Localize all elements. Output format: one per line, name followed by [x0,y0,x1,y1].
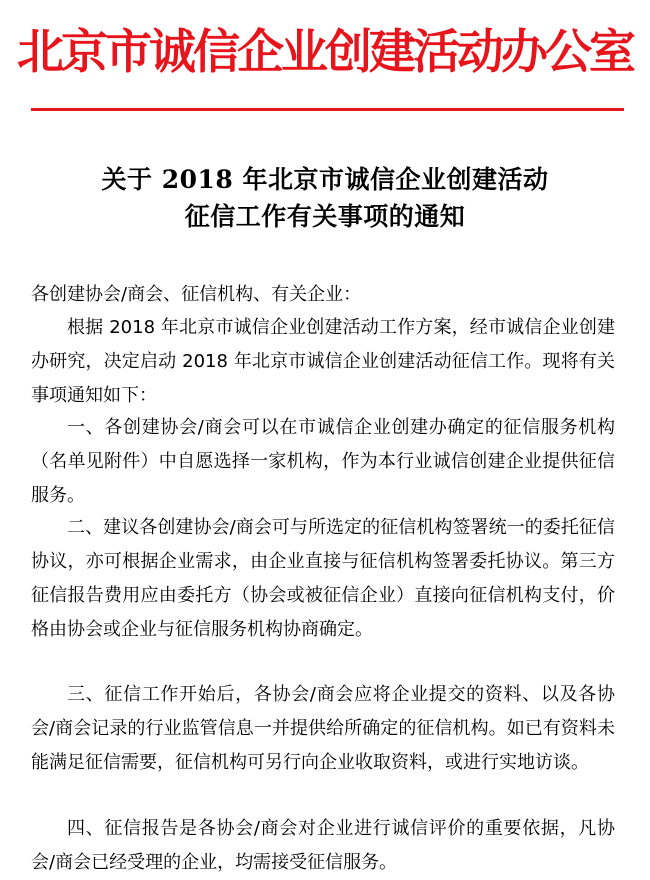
body-paragraph-item-1: 一、各创建协会/商会可以在市诚信企业创建办确定的征信服务机构（名单见附件）中自愿选择一家机构，作为本行业诚信创建企业提供征信服务。 [31,417,615,506]
notice-title-line-2: 征信工作有关事项的通知 [184,202,466,231]
body-paragraph-item-4: 四、征信报告是各协会/商会对企业进行诚信评价的重要依据，凡协会/商会已经受理的企业，均需接受征信服务。 [31,818,615,873]
letterhead-red-rule [31,108,624,111]
notice-title-line-1: 关于 2018 年北京市诚信企业创建活动 [101,165,549,194]
salutation: 各创建协会/商会、征信机构、有关企业： [31,284,362,305]
letterhead-org-name: 北京市诚信企业创建活动办公室 [17,25,633,80]
body-paragraph-item-2: 二、建议各创建协会/商会可与所选定的征信机构签署统一的委托征信协议，亦可根据企业需求，由企业直接与征信机构签署委托协议。第三方征信报告费用应由委托方（协会或被征信企业）直接向征信机构支付，价格由协会或企业与征信服务机构协商确定。 [31,517,615,640]
body-paragraph-intro: 根据 2018 年北京市诚信企业创建活动工作方案，经市诚信企业创建办研究，决定启动 2018 年北京市诚信企业创建活动征信工作。现将有关事项通知如下： [31,317,615,406]
body-paragraph-item-3: 三、征信工作开始后，各协会/商会应将企业提交的资料、以及各协会/商会记录的行业监管信息一并提供给所确定的征信机构。如已有资料未能满足征信需要，征信机构可另行向企业收取资料，或进行实地访谈。 [31,684,615,773]
